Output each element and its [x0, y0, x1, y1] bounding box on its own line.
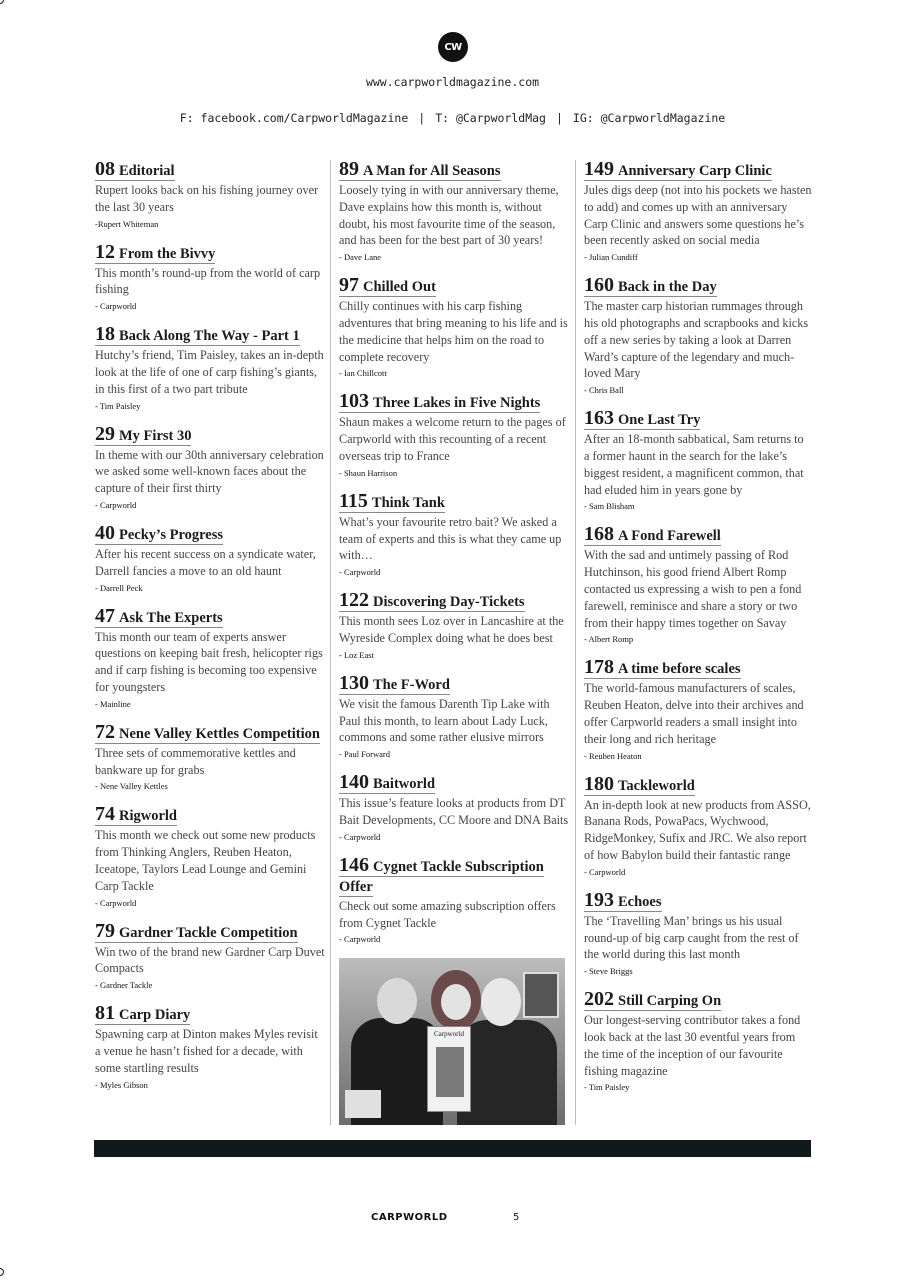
- entry-author: - Carpworld: [584, 866, 626, 877]
- entry-author: - Mainline: [95, 698, 131, 709]
- entry-title-line: [339, 771, 436, 794]
- page-ref-number: 47: [95, 604, 115, 627]
- page-ref-number: 103: [339, 390, 369, 413]
- entry-title-line: [339, 489, 445, 513]
- page-ref-number: 89: [339, 158, 359, 180]
- instagram-link[interactable]: IG: @CarpworldMagazine: [572, 111, 726, 125]
- magazine-cover: [427, 1026, 471, 1112]
- entry-title-line: [95, 323, 300, 346]
- entry-title-line: [95, 604, 223, 628]
- contents-entry[interactable]: [95, 240, 325, 312]
- page-ref-number: 160: [584, 274, 614, 297]
- entry-title: The F-Word: [373, 676, 450, 693]
- page-ref-number: 81: [95, 1002, 115, 1025]
- entry-description: Check out some amazing subscription offers from Cygnet Tackle: [339, 898, 556, 930]
- entry-author: - Carpworld: [95, 897, 137, 908]
- entry-title: Rigworld: [119, 808, 177, 825]
- page-ref-number: 72: [95, 720, 115, 743]
- contents-entry[interactable]: [95, 325, 325, 410]
- entry-title: A Fond Farewell: [618, 528, 721, 545]
- entry-author: - Tim Paisley: [584, 1082, 630, 1093]
- page-ref-number: 149: [584, 158, 614, 180]
- entry-title: Ask The Experts: [119, 609, 223, 626]
- entry-description: After an 18-month sabbatical, Sam returns to a former haunt in the search for the lake’s biggest resident, a magnificent common, that had eluded him in years gone by: [584, 432, 804, 497]
- page-ref-number: 178: [584, 656, 614, 679]
- entry-title-line: [584, 772, 695, 796]
- entry-heading: [584, 525, 812, 545]
- entry-author: - Loz East: [339, 649, 374, 660]
- entry-description: This month we check out some new products from Thinking Anglers, Reuben Heaton, Iceatope, Taylors Lead Lounge and Gemini Carp Tackle: [95, 828, 316, 893]
- entry-heading: [339, 773, 570, 793]
- entry-author: - Carpworld: [95, 301, 137, 312]
- entry-description: Jules digs deep (not into his pockets we hasten to add) and comes up with an anniversary Carp Clinic and answers some questions he’s been recently asked on social media: [584, 183, 812, 248]
- contents-column-3: [584, 160, 812, 1106]
- facebook-link[interactable]: F: facebook.com/CarpworldMagazine: [179, 111, 409, 125]
- entry-author: - Carpworld: [339, 831, 381, 842]
- entry-author: - Myles Gibson: [95, 1079, 148, 1090]
- entry-title-line: [95, 720, 320, 744]
- entry-author: - Albert Romp: [584, 634, 634, 645]
- page-ref-number: 40: [95, 521, 115, 544]
- entry-description: What’s your favourite retro bait? We asked a team of experts and this is what they came up with…: [339, 514, 562, 563]
- entry-author: - Dave Lane: [339, 252, 382, 263]
- entry-author: - Paul Forward: [339, 749, 390, 760]
- entry-description: In theme with our 30th anniversary celebration we asked some well-known faces about the capture of their first thirty: [95, 447, 324, 496]
- entry-heading: [95, 604, 325, 627]
- footer-bar: [94, 1140, 811, 1157]
- entry-title: From the Bivvy: [119, 245, 216, 262]
- entry-description: The world-famous manufacturers of scales, Reuben Heaton, delve into their archives and offer Carpworld readers a small insight into their long and rich heritage: [584, 681, 804, 746]
- entry-title: Tackleworld: [618, 777, 695, 794]
- entry-title-line: [339, 274, 436, 297]
- entry-author: - Nene Valley Kettles: [95, 781, 168, 792]
- separator: |: [418, 111, 426, 125]
- entry-description: Hutchy’s friend, Tim Paisley, takes an in-depth look at the life of one of carp fishing’s giants, in this first of a two part tribute: [95, 348, 324, 396]
- crop-mark-top-left: [0, 0, 4, 4]
- entry-author: - Julian Cundiff: [584, 252, 638, 263]
- entry-title-line: [339, 390, 541, 413]
- entry-description: The ‘Travelling Man’ brings us his usual round-up of big carp caught from the rest of the world during this last month: [584, 913, 799, 962]
- entry-author: - Sam Blisham: [584, 501, 635, 512]
- entry-heading: [95, 325, 325, 345]
- entry-heading: [339, 489, 570, 512]
- wall-frame: [523, 972, 559, 1018]
- page-ref-number: 79: [95, 919, 115, 942]
- page-ref-number: 168: [584, 523, 614, 546]
- entry-title: Nene Valley Kettles Competition: [119, 725, 320, 742]
- entry-author: - Carpworld: [339, 934, 381, 945]
- entry-author: - Carpworld: [95, 499, 137, 510]
- page-ref-number: 202: [584, 988, 614, 1011]
- column-divider: [330, 160, 331, 1125]
- contents-entry[interactable]: [95, 805, 325, 907]
- contents-entry[interactable]: [95, 521, 325, 593]
- entry-title-line: [95, 240, 216, 264]
- entry-heading: [339, 853, 570, 896]
- entry-heading: [95, 1004, 325, 1024]
- entry-author: -Rupert Whiteman: [95, 218, 159, 229]
- anniversary-photo: [339, 958, 565, 1125]
- entry-description: Our longest-serving contributor takes a fond look back at the last 30 eventful years from the time of the inception of our favourite fishing magazine: [584, 1013, 801, 1078]
- entry-title: Discovering Day-Tickets: [373, 594, 525, 611]
- page-ref-number: 130: [339, 671, 369, 694]
- page-ref-number: 163: [584, 407, 614, 430]
- contents-entry[interactable]: [95, 422, 325, 510]
- entry-title: Think Tank: [371, 494, 445, 511]
- entry-description: We visit the famous Darenth Tip Lake with Paul this month, to learn about Lady Luck, commons and some rather elusive mirrors: [339, 696, 550, 745]
- entry-author: - Darrell Peck: [95, 582, 143, 593]
- entry-title-line: [584, 158, 772, 181]
- entry-heading: [95, 720, 325, 743]
- separator: |: [555, 111, 563, 125]
- entry-title: Gardner Tackle Competition: [119, 924, 298, 941]
- entry-title: My First 30: [119, 427, 192, 444]
- contents-entry[interactable]: [95, 1004, 325, 1089]
- entry-heading: [584, 409, 812, 429]
- contents-entry[interactable]: [95, 160, 325, 229]
- contents-entry[interactable]: [584, 409, 812, 511]
- entry-title-line: [95, 521, 224, 545]
- entry-heading: [95, 160, 325, 180]
- entry-author: - Reuben Heaton: [584, 750, 642, 761]
- entry-description: This month sees Loz over in Lancashire at the Wyreside Complex doing what he does best: [339, 614, 564, 645]
- entry-heading: [339, 392, 570, 412]
- contents-entry[interactable]: [339, 276, 570, 378]
- entry-description: Chilly continues with his carp fishing adventures that bring meaning to his life and is the medicine that helps him on the road to complete recovery: [339, 299, 568, 364]
- contents-entry[interactable]: [339, 489, 570, 578]
- column-divider: [575, 160, 576, 1125]
- entry-title: Pecky’s Progress: [119, 526, 224, 543]
- entry-description: This month our team of experts answer questions on keeping bait fresh, helicopter rigs and if carp fishing is becoming too expensive for youngsters: [95, 629, 323, 694]
- entry-title-line: [95, 422, 192, 446]
- contents-entry[interactable]: [584, 772, 812, 877]
- person-left-head: [377, 978, 417, 1024]
- entry-title: Editorial: [119, 163, 175, 179]
- entry-description: Loosely tying in with our anniversary theme, Dave explains how this month is, without doubt, his most favourite time of the season, and has been for the best part of 30 years!: [339, 183, 559, 248]
- entry-heading: [95, 919, 325, 942]
- page-ref-number: 115: [339, 489, 368, 512]
- contents-entry[interactable]: [95, 919, 325, 991]
- entry-heading: [339, 160, 570, 180]
- contents-entry[interactable]: [584, 658, 812, 760]
- entry-title: Cygnet Tackle Subscription Offer: [339, 858, 544, 895]
- caption-card: [345, 1090, 381, 1118]
- entry-author: - Gardner Tackle: [95, 980, 153, 991]
- entry-title: Carp Diary: [119, 1007, 191, 1024]
- entry-description: The master carp historian rummages through his old photographs and scrapbooks and kicks off a new series by taking a look at Darren Ward’s capture of the legendary and much-loved Mary: [584, 299, 809, 381]
- entry-heading: [584, 276, 812, 296]
- entry-title-line: [95, 1002, 191, 1025]
- person-right-head: [481, 978, 521, 1026]
- entry-title-line: [339, 589, 525, 612]
- entry-title-line: [584, 888, 662, 912]
- entry-heading: [339, 276, 570, 296]
- entry-title-line: [339, 853, 544, 897]
- entry-title-line: [584, 407, 701, 430]
- entry-heading: [584, 990, 812, 1010]
- magazine-cover-title: Carpworld: [434, 1030, 464, 1039]
- page-ref-number: 08: [95, 158, 115, 180]
- entry-heading: [584, 160, 812, 180]
- contents-entry[interactable]: [339, 773, 570, 842]
- contents-entry[interactable]: [584, 888, 812, 977]
- entry-author: - Steve Briggs: [584, 966, 633, 977]
- entry-description: This month’s round-up from the world of carp fishing: [95, 265, 321, 297]
- entry-title: Back in the Day: [618, 279, 717, 296]
- contents-entry[interactable]: [339, 671, 570, 760]
- entry-heading: [584, 658, 812, 678]
- entry-author: - Shaun Harrison: [339, 467, 398, 478]
- entry-heading: [339, 591, 570, 611]
- entry-author: - Ian Chillcott: [339, 368, 387, 379]
- contents-entry[interactable]: [584, 990, 812, 1092]
- entry-title: Three Lakes in Five Nights: [373, 395, 541, 412]
- entry-author: - Tim Paisley: [95, 400, 141, 411]
- contents-entry[interactable]: [339, 853, 570, 945]
- entry-heading: [339, 671, 570, 694]
- contents-entry[interactable]: [95, 604, 325, 709]
- entry-description: With the sad and untimely passing of Rod Hutchinson, his good friend Albert Romp contacted us expressing a wish to pen a fond farewell, reminisce and share a story or two from their happy times together on Savay: [584, 548, 802, 630]
- entry-title-line: [584, 988, 722, 1011]
- page-ref-number: 97: [339, 274, 359, 297]
- entry-title: Still Carping On: [618, 993, 722, 1010]
- contents-entry[interactable]: [95, 720, 325, 792]
- entry-title: Echoes: [618, 893, 662, 910]
- entry-heading: [95, 805, 325, 825]
- contents-entry[interactable]: [584, 160, 812, 262]
- twitter-link[interactable]: T: @CarpworldMag: [435, 111, 546, 125]
- entry-description: Rupert looks back on his fishing journey over the last 30 years: [95, 183, 319, 214]
- entry-title: A time before scales: [618, 661, 741, 678]
- entry-heading: [95, 240, 325, 263]
- page-ref-number: 74: [95, 803, 115, 826]
- entry-description: Shaun makes a welcome return to the pages of Carpworld with this recounting of a recent overseas trip to France: [339, 415, 566, 463]
- entry-description: Three sets of commemorative kettles and bankware up for grabs: [95, 745, 296, 777]
- page-ref-number: 140: [339, 771, 369, 794]
- entry-heading: [584, 772, 812, 795]
- entry-description: After his recent success on a syndicate water, Darrell fancies a move to an old haunt: [95, 546, 316, 578]
- entry-title-line: [584, 656, 741, 679]
- magazine-cover-image: [436, 1047, 464, 1097]
- entry-description: Spawning carp at Dinton makes Myles revisit a venue he hasn’t fished for a decade, with some startling results: [95, 1027, 318, 1075]
- page-ref-number: 18: [95, 323, 115, 346]
- entry-title-line: [339, 671, 450, 695]
- entry-description: Win two of the brand new Gardner Carp Duvet Compacts: [95, 944, 325, 976]
- entry-description: This issue’s feature looks at products from DT Bait Developments, CC Moore and DNA Baits: [339, 796, 569, 827]
- contents-entry[interactable]: [584, 276, 812, 395]
- entry-title-line: [339, 158, 501, 181]
- footer-brand: CARPWORLD: [371, 1212, 448, 1223]
- entry-title-line: [584, 274, 717, 297]
- page-ref-number: 193: [584, 888, 614, 911]
- entry-title: A Man for All Seasons: [363, 163, 501, 179]
- entry-title: Chilled Out: [363, 279, 436, 296]
- page-ref-number: 29: [95, 422, 115, 445]
- entry-title: One Last Try: [618, 412, 701, 429]
- page-number: 5: [513, 1212, 520, 1223]
- entry-title-line: [95, 919, 298, 943]
- entry-heading: [95, 422, 325, 445]
- entry-title: Back Along The Way - Part 1: [119, 328, 300, 345]
- page-ref-number: 180: [584, 772, 614, 795]
- contents-entry[interactable]: [339, 392, 570, 477]
- carpworld-logo: CW: [438, 32, 468, 62]
- contents-entry[interactable]: [339, 591, 570, 660]
- contents-column-1: [95, 160, 325, 1104]
- page-ref-number: 12: [95, 240, 115, 263]
- entry-heading: [95, 521, 325, 544]
- social-links: [0, 111, 905, 125]
- person-right: [457, 1020, 557, 1125]
- crop-mark-bottom-left: [0, 1268, 4, 1276]
- entry-author: - Carpworld: [339, 567, 381, 578]
- entry-heading: [584, 888, 812, 911]
- page-ref-number: 122: [339, 589, 369, 612]
- entry-title: Baitworld: [373, 776, 436, 793]
- page-ref-number: 146: [339, 853, 369, 876]
- contents-entry[interactable]: [339, 160, 570, 262]
- entry-description: An in-depth look at new products from ASSO, Banana Rods, PowaPacs, Wychwood, RidgeMonkey, Sufix and JRC. We also report of how Babylon build their fantastic range: [584, 797, 811, 862]
- entry-author: - Chris Ball: [584, 385, 624, 396]
- contents-column-2: [339, 160, 570, 1125]
- website-url[interactable]: www.carpworldmagazine.com: [365, 75, 540, 89]
- entry-title-line: [584, 523, 721, 546]
- entry-title-line: [95, 803, 177, 826]
- entry-title-line: [95, 158, 175, 181]
- contents-entry[interactable]: [584, 525, 812, 644]
- entry-title: Anniversary Carp Clinic: [618, 163, 772, 179]
